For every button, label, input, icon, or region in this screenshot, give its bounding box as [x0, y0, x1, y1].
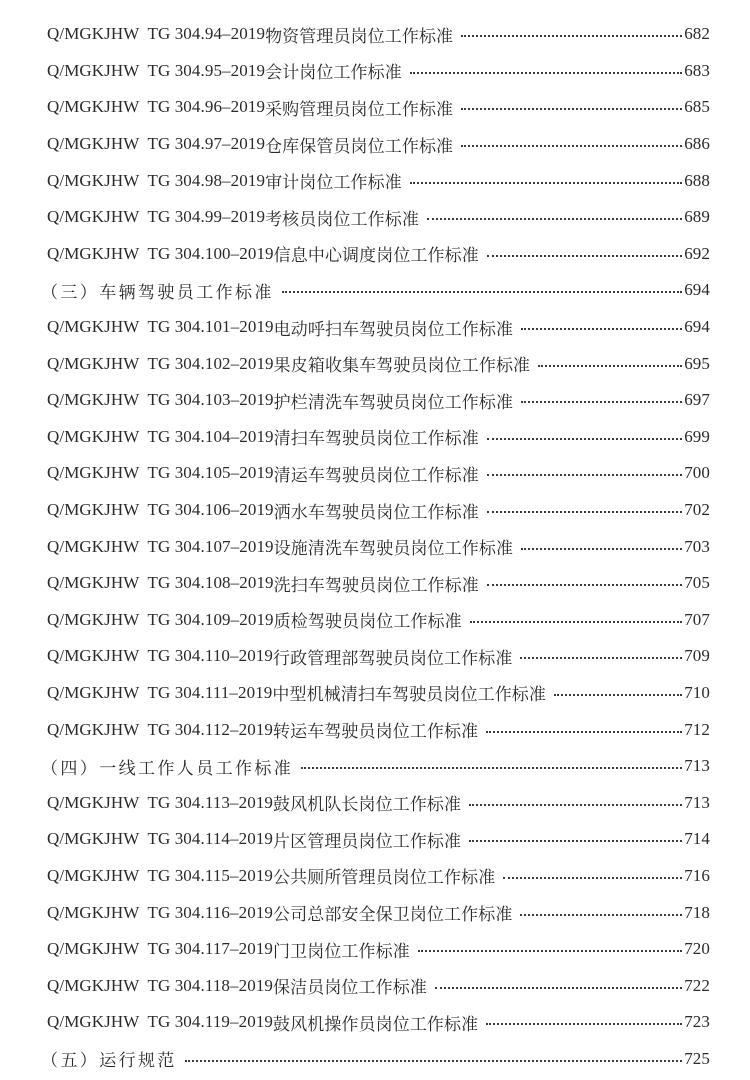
toc-entry-code: Q/MGKJHW TG 304.107–2019: [47, 536, 274, 556]
toc-entry[interactable]: [0, 162, 750, 199]
toc-entry-title: 质检驾驶员岗位工作标准: [273, 612, 462, 632]
toc-entry-code: Q/MGKJHW TG 304.115–2019: [47, 865, 274, 885]
toc-entry-title: 仓库保管员岗位工作标准: [265, 136, 454, 156]
toc-page-number: 712: [684, 719, 710, 739]
toc-entry[interactable]: [0, 492, 750, 529]
dot-leader: [487, 474, 682, 476]
toc-entry-title: 公司总部安全保卫岗位工作标准: [273, 905, 513, 925]
toc-entry-title: 考核员岗位工作标准: [265, 209, 419, 229]
toc-entry-code: Q/MGKJHW TG 304.96–2019: [47, 97, 266, 117]
dot-leader: [410, 72, 682, 74]
dot-leader: [520, 914, 682, 916]
dot-leader: [418, 950, 682, 952]
dot-leader: [282, 291, 682, 293]
table-of-contents: [0, 16, 750, 1077]
toc-entry-code: Q/MGKJHW TG 304.113–2019: [47, 792, 274, 812]
dot-leader: [435, 987, 682, 989]
dot-leader: [520, 657, 682, 659]
toc-entry-title: 物资管理员岗位工作标准: [265, 26, 454, 46]
dot-leader: [301, 767, 682, 769]
dot-leader: [487, 584, 682, 586]
toc-entry-title: 设施清洗车驾驶员岗位工作标准: [273, 539, 514, 559]
toc-entry-code: Q/MGKJHW TG 304.103–2019: [47, 390, 274, 410]
toc-entry-title: 行政管理部驾驶员岗位工作标准: [273, 648, 513, 668]
toc-entry-title: 洒水车驾驶员岗位工作标准: [273, 502, 479, 522]
toc-section-title: （三）车辆驾驶员工作标准: [41, 282, 274, 302]
toc-page-number: 700: [684, 463, 710, 483]
toc-entry-code: Q/MGKJHW TG 304.95–2019: [47, 60, 266, 80]
toc-section-heading[interactable]: [0, 1041, 750, 1078]
toc-page-number: 699: [684, 426, 710, 446]
dot-leader: [486, 731, 682, 733]
toc-entry-code: Q/MGKJHW TG 304.94–2019: [47, 24, 266, 44]
toc-entry-title: 清运车驾驶员岗位工作标准: [273, 465, 479, 485]
toc-page-number: 689: [684, 207, 710, 227]
dot-leader: [469, 804, 682, 806]
dot-leader: [469, 840, 682, 842]
dot-leader: [470, 621, 682, 623]
toc-entry[interactable]: [0, 931, 750, 968]
toc-entry[interactable]: [0, 16, 750, 53]
toc-entry-code: Q/MGKJHW TG 304.100–2019: [47, 243, 274, 263]
toc-entry[interactable]: [0, 309, 750, 346]
toc-entry-title: 转运车驾驶员岗位工作标准: [273, 722, 479, 742]
dot-leader: [487, 255, 682, 257]
toc-page-number: 703: [684, 536, 710, 556]
toc-page-number: 692: [684, 243, 710, 263]
toc-entry-title: 保洁员岗位工作标准: [273, 978, 427, 998]
toc-section-title: （四）一线工作人员工作标准: [41, 758, 294, 778]
toc-entry-title: 护栏清洗车驾驶员岗位工作标准: [273, 392, 514, 412]
toc-entry[interactable]: [0, 528, 750, 565]
toc-entry[interactable]: [0, 638, 750, 675]
toc-entry[interactable]: [0, 419, 750, 456]
toc-entry[interactable]: [0, 455, 750, 492]
toc-entry-code: Q/MGKJHW TG 304.97–2019: [47, 134, 266, 154]
dot-leader: [487, 511, 682, 513]
dot-leader: [427, 218, 682, 220]
toc-entry-title: 清扫车驾驶员岗位工作标准: [273, 429, 479, 449]
toc-page-number: 709: [684, 646, 710, 666]
dot-leader: [461, 35, 682, 37]
toc-section-title: （五）运行规范: [41, 1051, 177, 1071]
toc-entry-title: 中型机械清扫车驾驶员岗位工作标准: [272, 685, 547, 705]
dot-leader: [554, 694, 682, 696]
toc-entry-title: 会计岗位工作标准: [265, 63, 402, 83]
toc-entry-title: 信息中心调度岗位工作标准: [273, 246, 479, 266]
toc-page-number: 685: [684, 97, 710, 117]
toc-entry[interactable]: [0, 565, 750, 602]
dot-leader: [503, 877, 682, 879]
toc-entry-title: 公共厕所管理员岗位工作标准: [273, 868, 496, 888]
dot-leader: [185, 1060, 682, 1062]
toc-entry[interactable]: [0, 894, 750, 931]
toc-entry[interactable]: [0, 784, 750, 821]
toc-page-number: 714: [684, 829, 710, 849]
toc-entry[interactable]: [0, 675, 750, 712]
toc-page-number: 697: [684, 390, 710, 410]
toc-page-number: 713: [684, 756, 710, 776]
toc-entry-title: 电动呼扫车驾驶员岗位工作标准: [273, 319, 514, 339]
toc-entry-code: Q/MGKJHW TG 304.110–2019: [47, 646, 274, 666]
toc-section-heading[interactable]: [0, 748, 750, 785]
toc-entry[interactable]: [0, 821, 750, 858]
toc-entry-title: 审计岗位工作标准: [265, 173, 402, 193]
toc-entry-code: Q/MGKJHW TG 304.116–2019: [47, 902, 274, 922]
toc-entry[interactable]: [0, 89, 750, 126]
toc-page-number: 707: [684, 609, 710, 629]
toc-entry-code: Q/MGKJHW TG 304.108–2019: [47, 573, 274, 593]
dot-leader: [461, 145, 682, 147]
dot-leader: [487, 438, 682, 440]
toc-entry-code: Q/MGKJHW TG 304.112–2019: [47, 719, 274, 739]
toc-entry-code: Q/MGKJHW TG 304.99–2019: [47, 207, 266, 227]
dot-leader: [521, 548, 682, 550]
toc-section-heading[interactable]: [0, 272, 750, 309]
dot-leader: [461, 108, 682, 110]
toc-entry-code: Q/MGKJHW TG 304.114–2019: [47, 829, 274, 849]
toc-entry[interactable]: [0, 199, 750, 236]
toc-page-number: 695: [684, 353, 710, 373]
toc-page-number: 705: [684, 573, 710, 593]
toc-page-number: 720: [684, 939, 710, 959]
toc-entry-code: Q/MGKJHW TG 304.117–2019: [47, 939, 274, 959]
dot-leader: [486, 1023, 682, 1025]
toc-entry-code: Q/MGKJHW TG 304.111–2019: [47, 682, 273, 702]
toc-entry-code: Q/MGKJHW TG 304.105–2019: [47, 463, 274, 483]
toc-entry[interactable]: [0, 382, 750, 419]
toc-entry-code: Q/MGKJHW TG 304.98–2019: [47, 170, 266, 190]
toc-page-number: 694: [684, 317, 710, 337]
toc-entry[interactable]: [0, 1004, 750, 1041]
toc-page-number: 683: [684, 60, 710, 80]
toc-page-number: 723: [684, 1012, 710, 1032]
toc-entry-code: Q/MGKJHW TG 304.104–2019: [47, 426, 274, 446]
toc-entry-code: Q/MGKJHW TG 304.119–2019: [47, 1012, 274, 1032]
toc-entry[interactable]: [0, 126, 750, 163]
toc-page-number: 716: [684, 865, 710, 885]
toc-entry[interactable]: [0, 967, 750, 1004]
toc-page-number: 694: [684, 280, 710, 300]
toc-entry[interactable]: [0, 236, 750, 273]
toc-page-number: 710: [684, 682, 710, 702]
toc-entry[interactable]: [0, 711, 750, 748]
toc-entry-code: Q/MGKJHW TG 304.118–2019: [47, 975, 274, 995]
dot-leader: [538, 365, 682, 367]
toc-entry-title: 采购管理员岗位工作标准: [265, 99, 454, 119]
toc-page-number: 702: [684, 500, 710, 520]
toc-page-number: 722: [684, 975, 710, 995]
toc-entry-title: 门卫岗位工作标准: [273, 941, 410, 961]
toc-entry-code: Q/MGKJHW TG 304.101–2019: [47, 317, 274, 337]
toc-entry-title: 鼓风机队长岗位工作标准: [273, 795, 462, 815]
toc-page-number: 682: [684, 24, 710, 44]
dot-leader: [410, 182, 682, 184]
dot-leader: [521, 401, 682, 403]
toc-page-number: 688: [684, 170, 710, 190]
toc-entry[interactable]: [0, 53, 750, 90]
toc-entry[interactable]: [0, 602, 750, 639]
toc-entry-title: 鼓风机操作员岗位工作标准: [273, 1014, 479, 1034]
toc-entry-title: 洗扫车驾驶员岗位工作标准: [273, 575, 479, 595]
toc-entry-title: 果皮箱收集车驾驶员岗位工作标准: [273, 356, 531, 376]
toc-entry[interactable]: [0, 858, 750, 895]
toc-page-number: 713: [684, 792, 710, 812]
toc-entry-code: Q/MGKJHW TG 304.102–2019: [47, 353, 274, 373]
toc-entry[interactable]: [0, 345, 750, 382]
toc-page-number: 686: [684, 134, 710, 154]
toc-entry-title: 片区管理员岗位工作标准: [273, 831, 462, 851]
toc-page-number: 725: [684, 1048, 710, 1068]
toc-entry-code: Q/MGKJHW TG 304.106–2019: [47, 500, 274, 520]
toc-page-number: 718: [684, 902, 710, 922]
toc-entry-code: Q/MGKJHW TG 304.109–2019: [47, 609, 274, 629]
dot-leader: [521, 328, 682, 330]
